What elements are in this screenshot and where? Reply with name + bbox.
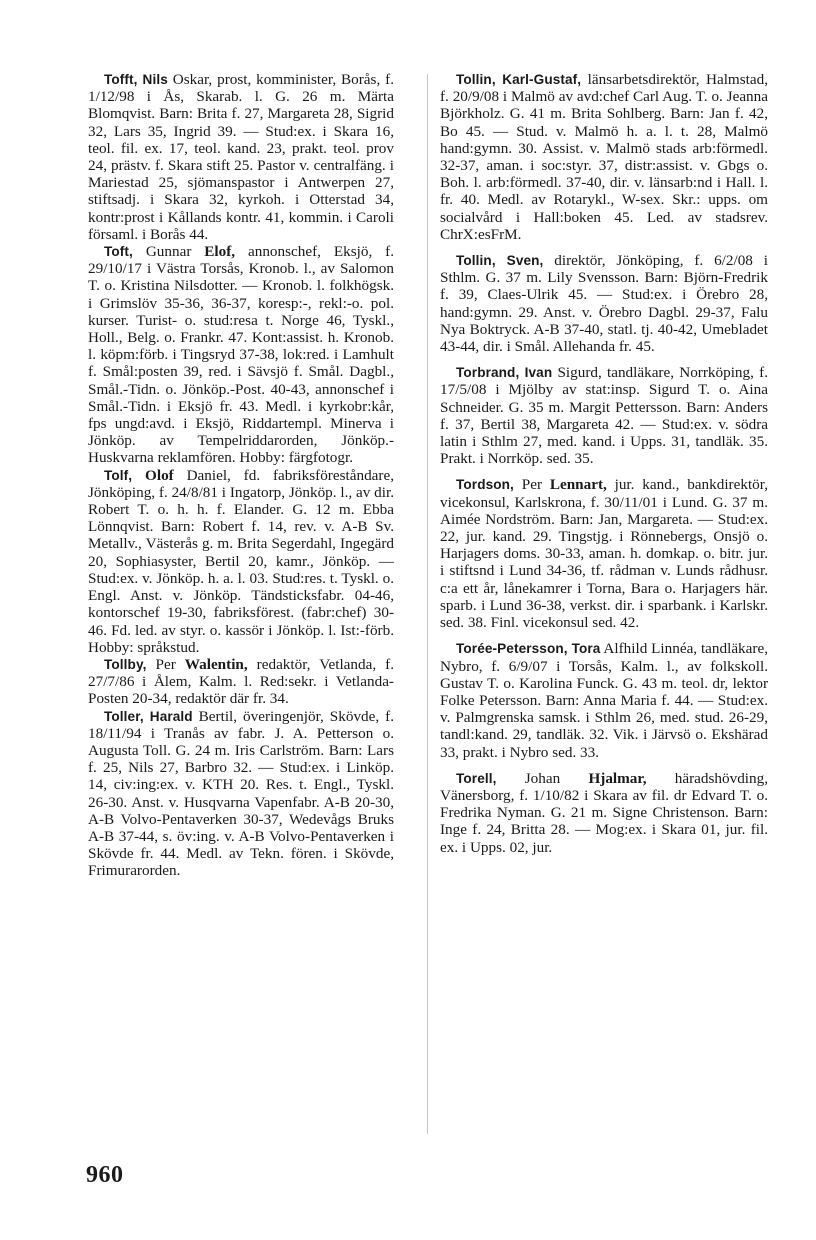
entry-text: prost, komminister, Borås, f. 1/12/98 i Ås, Skarab. l. G. 26 m. Märta Blomqvist. Barn: Brita f. 27, Margareta 28, Sigrid 32, Lars 35, Ingrid 39. — Stud:ex. i Skara 16, teol. fil. ex. 17, teol. kand. 23, prakt. teol. prov 24, prästv. f. Skara stift 25. Pastor v. centralfäng. i Mariestad 25, sjömanspastor i Antwerpen 27, stiftsadj. i Skara 32, kyrkoh. i Otterstad 34, kontr:prost i Kållands kontr. 41, kommin. i Caroli församl. i Borås 44. bbox=[88, 71, 394, 243]
entry-text: redaktör, Vetlanda, f. 27/7/86 i Ålem, Kalm. l. Red:sekr. i Vetlanda-Posten 20-34, redaktör där fr. 34. bbox=[88, 655, 395, 708]
entry-surname: Torée-Petersson, Tora bbox=[456, 641, 601, 657]
entry-surname: Tordson, bbox=[456, 477, 514, 493]
entry-calling-name: Olof bbox=[145, 466, 174, 484]
entry-calling-name: Elof, bbox=[204, 243, 236, 261]
entry-torell-johan bbox=[440, 770, 768, 856]
right-column bbox=[440, 71, 768, 856]
entry-surname: Tollby, bbox=[104, 656, 147, 672]
entry-text: länsarbetsdirektör, Halmstad, f. 20/9/08 i Malmö av avd:chef Carl Aug. T. o. Jeanna Björkholz. G. 41 m. Brita Sohlberg. Barn: Jan f. 42, Bo 45. — Stud. v. Malmö h. a. l. t. 28, Malmö hand:gymn. 30. Assist. v. Malmö stads arb:förmedl. 32-37, aman. i soc:styr. 37, distr:assist. v. Gbgs o. Boh. l. arb:förmedl. 37-40, dir. v. länsarb:nd i Hall. l. fr. 40. Medl. av Rotarykl., W-sex. Skr.: upps. om socialvård i Hall:boken 45. Led. av stadsrev. ChrX:esFrM. bbox=[440, 71, 769, 243]
page-number: 960 bbox=[86, 1162, 124, 1188]
entry-text bbox=[132, 467, 145, 484]
entry-text: häradshövding, Vänersborg, f. 1/10/82 i Skara av fil. dr Edvard T. o. Fredrika Nyman. G. 21 m. Signe Christenson. Barn: Inge f. 24, Britta 28. — Mog:ex. i Skara 01, jur. fil. ex. i Upps. 02, jur. bbox=[440, 769, 769, 856]
entry-tordson-per bbox=[440, 476, 768, 631]
entry-text: Johan bbox=[496, 769, 589, 787]
entry-surname: Tollin, Sven, bbox=[456, 253, 544, 269]
entry-toft-gunnar bbox=[88, 243, 394, 467]
entry-surname: Torbrand, Ivan bbox=[456, 365, 553, 381]
entry-tollin-karl-gustaf bbox=[440, 71, 768, 243]
entry-text: Bertil, överingenjör, Skövde, f. 18/11/94 i Tranås av fabr. J. A. Petterson o. Augusta Toll. G. 24 m. Iris Carlström. Barn: Lars f. 25, Nils 27, Barbro 32. — Stud:ex. i Linköp. 14, civ:ing:ex. v. KTH 20. Res. t. Engl., Tyskl. 26-30. Anst. v. Husqvarna Vapenfabr. A-B 20-30, A-B Volvo-Pentaverken 30-37, Wedevågs Bruks A-B 37-44, s. öv:ing. v. A-B Volvo-Pentaverken i Skövde fr. 44. Medl. av Tekn. fören. i Skövde, Frimurarorden. bbox=[88, 707, 395, 880]
entry-tollin-sven bbox=[440, 252, 768, 355]
entry-surname: Torell, bbox=[456, 770, 497, 786]
entry-calling-name: Lennart, bbox=[549, 476, 607, 494]
entry-text: Oskar, bbox=[167, 71, 213, 88]
entry-torbrand-ivan bbox=[440, 364, 768, 467]
entry-text: annonschef, Eksjö, f. 29/10/17 i Västra Torsås, Kronob. l., av Salomon T. o. Kristina Nilsdotter. — Kronob. l. folkhögsk. i Grimslöv 35-36, 36-37, koresp:-, rekl:-o. pol. kurser. Turist- o. stud:resa t. Norge 46, Tyskl., Holl., Belg. o. Frankr. 47. Kont:assist. h. Kronob. l. köpm:förb. i Tingsryd 37-38, lok:red. i Lamhult f. Smål:posten 39, red. i Sävsjö f. Smål. Dagbl., Smål.-Tidn. o. Jönköp.-Post. 40-43, annonschef i Smål.-Tidn. i Eksjö fr. 43. Medl. i kyrkobr:kår, fps ungd:avd. i Eksjö, Riddartempl. Minerva i Jönköp. av Tempelriddarorden, Jönköp.-Huskvarna reklamfören. Hobby: färgfotogr. bbox=[88, 243, 394, 467]
entry-toree-petersson-tora bbox=[440, 640, 768, 760]
entry-text: Gunnar bbox=[132, 243, 205, 261]
entry-text: Per bbox=[513, 476, 550, 494]
entry-tollby-per bbox=[88, 656, 394, 708]
column-divider bbox=[427, 74, 428, 1134]
entry-text: Daniel, fd. fabriksföreståndare, Jönköping, f. 24/8/81 i Ingatorp, Jönköp. l., av dir. Robert T. o. h. h. f. Elander. G. 12 m. Ebba Lönnqvist. Barn: Robert f. 14, rev. v. A-B Sv. Metallv., Västerås g. m. Brita Segerdahl, Ingegärd 20, Sophiasyster, Bertil 20, kamr., Jönköp. — Stud:ex. v. Jönköp. h. a. l. 03. Stud:res. t. Tyskl. o. Engl. Anst. v. Jönköp. Tändsticksfabr. 04-46, kontorschef 19-30, fabriksförest. (fabr:chef) 30-46. Fd. led. av styr. o. kassör i Jönköp. l. Ist:-förb. Hobby: språkstud. bbox=[88, 466, 394, 656]
entry-surname: Tollin, Karl-Gustaf, bbox=[456, 72, 582, 87]
entry-tolf-olof bbox=[88, 467, 394, 656]
entry-surname: Toft, bbox=[104, 244, 133, 260]
entry-text: jur. kand., bankdirektör, vicekonsul, Karlskrona, f. 30/11/01 i Lund. G. 37 m. Aimée Nordström. Barn: Jan, Margareta. — Stud:ex. 22, jur. kand. 29. Tingstjg. i Rönnebergs, Onsjö o. Harjagers doms. 30-33, aman. h. domkap. o. bitr. jur. i stiftsnd i Lund 34-36, tf. rådman v. Lunds rådhusr. c:a ett år, lånekamrer i Torna, Bara o. Harjagers här. sparb. i Lund 36-38, verkst. dir. i sparbank. i Karlskr. sed. 38. Finl. vicekonsul sed. 42. bbox=[440, 476, 769, 632]
entry-text: Per bbox=[146, 655, 185, 673]
entry-calling-name: Hjalmar, bbox=[588, 769, 647, 787]
entry-text: Sigurd, tandläkare, Norrköping, f. 17/5/08 i Mjölby av stat:insp. Sigurd T. o. Aina Schneider. G. 35 m. Margit Pettersson. Barn: Anders f. 37, Bertil 38, Margareta 42. — Stud:ex. v. södra latin i Sthlm 27, med. kand. i Upps. 31, tandläk. 35. Prakt. i Norrköp. sed. 35. bbox=[440, 364, 768, 468]
entry-toller-harald bbox=[88, 708, 394, 880]
entry-text: direktör, Jönköping, f. 6/2/08 i Sthlm. G. 37 m. Lily Svensson. Barn: Björn-Fredrik f. 39, Claes-Ulrik 45. — Stud:ex. i Örebro 28, hand:gymn. 29. Anst. v. Örebro Dagbl. 29-37, Falu Nya Boktryck. A-B 37-40, statl. tj. 40-42, Umebladet 43-44, dir. i Smål. Allehanda fr. 45. bbox=[440, 252, 768, 356]
entry-surname: Tofft, Nils bbox=[104, 72, 168, 87]
entry-surname: Toller, Harald bbox=[104, 708, 193, 724]
entry-tofft-nils bbox=[88, 71, 394, 243]
entry-surname: Tolf, bbox=[104, 467, 133, 483]
entry-text: Alfhild Linnéa, tandläkare, Nybro, f. 6/9/07 i Torsås, Kalm. l., av folkskoll. Gustav T. o. Karolina Funck. G. 43 m. teol. dr, lektor Folke Petersson. Barn: Anna Maria f. 44. — Stud:ex. v. Palmgrenska samsk. i Sthlm 26, med. stud. 26-29, tandl:kand. 29, tandläk. 32. Vik. i Järvsö o. Ekshärad 33, prakt. i Nybro sed. 33. bbox=[440, 640, 768, 761]
entry-calling-name: Walentin, bbox=[184, 655, 248, 673]
left-column bbox=[88, 71, 394, 880]
